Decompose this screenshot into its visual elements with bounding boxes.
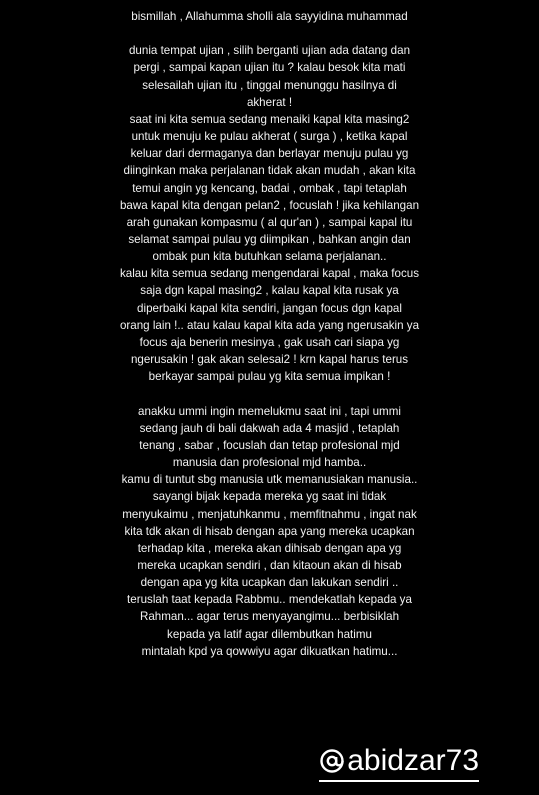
caption-line: kita tdk akan di hisab dengan apa yang mereka ucapkan xyxy=(124,524,415,538)
caption-line: dengan apa yg kita ucapkan dan lakukan sendiri .. xyxy=(140,576,399,590)
username-label: abidzar73 xyxy=(347,743,479,777)
caption-line: ombak pun kita butuhkan selama perjalanan.. xyxy=(152,250,387,264)
caption-line: bismillah , Allahumma sholli ala sayyidina muhammad xyxy=(131,10,408,23)
caption-line: ngerusakin ! gak akan selesai2 ! krn kapal harus terus xyxy=(130,353,409,367)
blank-line xyxy=(30,25,509,42)
caption-line: akherat ! xyxy=(246,95,293,109)
caption-line: kepada ya latif agar dilembutkan hatimu xyxy=(167,627,372,641)
caption-line: kamu di tuntut sbg manusia utk memanusiakan manusia.. xyxy=(121,473,418,487)
caption-line: mereka ucapkan sendiri , dan kitaoun akan di hisab xyxy=(137,558,402,572)
caption-line: diperbaiki kapal kita sendiri, jangan focus dgn kapal xyxy=(137,301,402,315)
caption-line: tenang , sabar , focuslah dan tetap profesional mjd xyxy=(139,438,400,452)
at-sign-icon xyxy=(319,748,345,774)
caption-line: terhadap kita , mereka akan dihisab dengan apa yg xyxy=(137,541,402,555)
username-handle xyxy=(319,743,479,782)
caption-line: focus aja benerin mesinya , gak usah cari siapa yg xyxy=(139,335,400,349)
caption-line: arah gunakan kompasmu ( al qur'an ) , sampai kapal itu xyxy=(126,215,413,229)
caption-line: menyukaimu , menjatuhkanmu , memfitnahmu , ingat nak xyxy=(122,507,417,521)
caption-line: orang lain !.. atau kalau kapal kita ada yang ngerusakin ya xyxy=(119,318,420,332)
caption-line: mintalah kpd ya qowwiyu agar dikuatkan hatimu... xyxy=(141,644,398,658)
caption-line: saja dgn kapal masing2 , kalau kapal kita rusak ya xyxy=(140,284,399,298)
caption-line: manusia dan profesional mjd hamba.. xyxy=(172,456,367,470)
username-tag xyxy=(319,738,479,786)
caption-line: selamat sampai pulau yg diimpikan , bahkan angin dan xyxy=(128,233,411,247)
caption-line: kalau kita semua sedang mengendarai kapal , maka focus xyxy=(119,267,420,281)
caption-text xyxy=(30,8,509,660)
caption-line: Rahman... agar terus menyayangimu... berbisiklah xyxy=(139,610,400,624)
caption-line: sayangi bijak kepada mereka yg saat ini tidak xyxy=(152,490,387,504)
blank-line xyxy=(30,385,509,402)
caption-line: pergi , sampai kapan ujian itu ? kalau besok kita mati xyxy=(133,61,406,75)
caption-line: diinginkan maka perjalanan tidak akan mudah , akan kita xyxy=(123,164,416,178)
caption-line: teruslah taat kepada Rabbmu.. mendekatlah kepada ya xyxy=(127,593,412,607)
caption-line: berkayar sampai pulau yg kita semua impikan ! xyxy=(148,370,391,384)
caption-line: anakku ummi ingin memelukmu saat ini , tapi ummi xyxy=(138,404,401,418)
caption-line: bawa kapal kita dengan pelan2 , focuslah ! jika kehilangan xyxy=(119,198,420,212)
caption-line: selesailah ujian itu , tinggal menunggu hasilnya di xyxy=(142,78,397,92)
caption-line: temui angin yg kencang, badai , ombak , tapi tetaplah xyxy=(132,181,407,195)
caption-line: keluar dari dermaganya dan berlayar menuju pulau yg xyxy=(130,147,409,161)
caption-line: saat ini kita semua sedang menaiki kapal kita masing2 xyxy=(129,112,410,126)
caption-line: untuk menuju ke pulau akherat ( surga ) , ketika kapal xyxy=(131,130,408,144)
caption-line: sedang jauh di bali dakwah ada 4 masjid , tetaplah xyxy=(139,421,400,435)
caption-line: dunia tempat ujian , silih berganti ujian ada datang dan xyxy=(128,44,411,58)
